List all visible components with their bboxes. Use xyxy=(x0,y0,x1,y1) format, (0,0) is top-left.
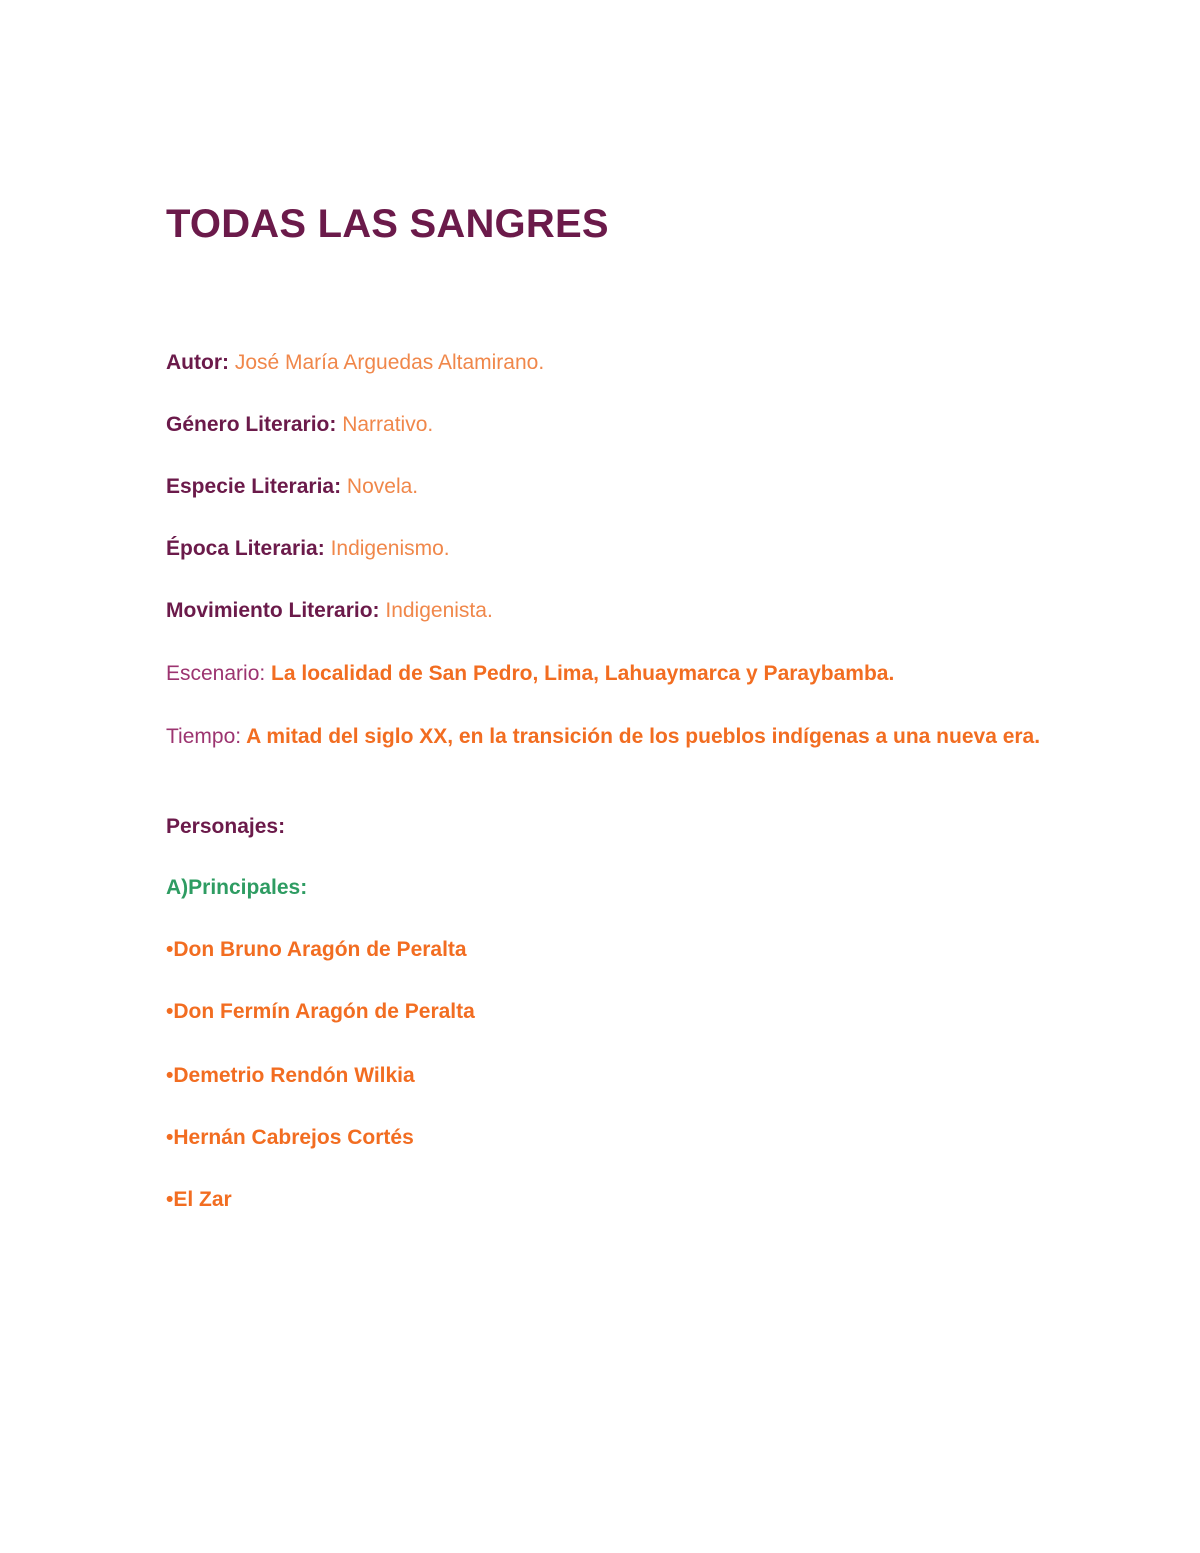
field-label: Escenario: xyxy=(166,662,266,685)
field-value: Narrativo. xyxy=(336,413,434,436)
principales-subheading: A)Principales: xyxy=(166,876,308,899)
field-escenario xyxy=(166,660,894,688)
character-item: •Don Fermín Aragón de Peralta xyxy=(166,1000,475,1023)
field-label: Movimiento Literario: xyxy=(166,599,380,622)
field-value: José María Arguedas Altamirano. xyxy=(228,351,545,374)
field-label: Género Literario: xyxy=(166,413,337,436)
field-epoca xyxy=(166,535,450,563)
field-value: Indigenista. xyxy=(379,599,493,622)
field-label: Tiempo: xyxy=(166,725,242,748)
field-especie xyxy=(166,473,418,501)
field-tiempo xyxy=(166,723,1046,751)
character-item: •Hernán Cabrejos Cortés xyxy=(166,1126,414,1149)
field-value: La localidad de San Pedro, Lima, Lahuaymarca y Paraybamba. xyxy=(265,662,895,685)
field-value: Indigenismo. xyxy=(324,537,450,560)
field-label: Autor: xyxy=(166,351,229,374)
character-item: •El Zar xyxy=(166,1188,232,1211)
field-label: Época Literaria: xyxy=(166,537,325,560)
field-autor xyxy=(166,349,544,377)
character-item: •Demetrio Rendón Wilkia xyxy=(166,1064,415,1087)
document-title: TODAS LAS SANGRES xyxy=(166,202,609,246)
field-genero xyxy=(166,411,433,439)
field-value: A mitad del siglo XX, en la transición de los pueblos indígenas a una nueva era. xyxy=(241,725,1041,748)
character-item: •Don Bruno Aragón de Peralta xyxy=(166,938,467,961)
field-label: Especie Literaria: xyxy=(166,475,342,498)
field-movimiento xyxy=(166,597,493,625)
field-value: Novela. xyxy=(341,475,419,498)
personajes-heading: Personajes: xyxy=(166,815,286,838)
